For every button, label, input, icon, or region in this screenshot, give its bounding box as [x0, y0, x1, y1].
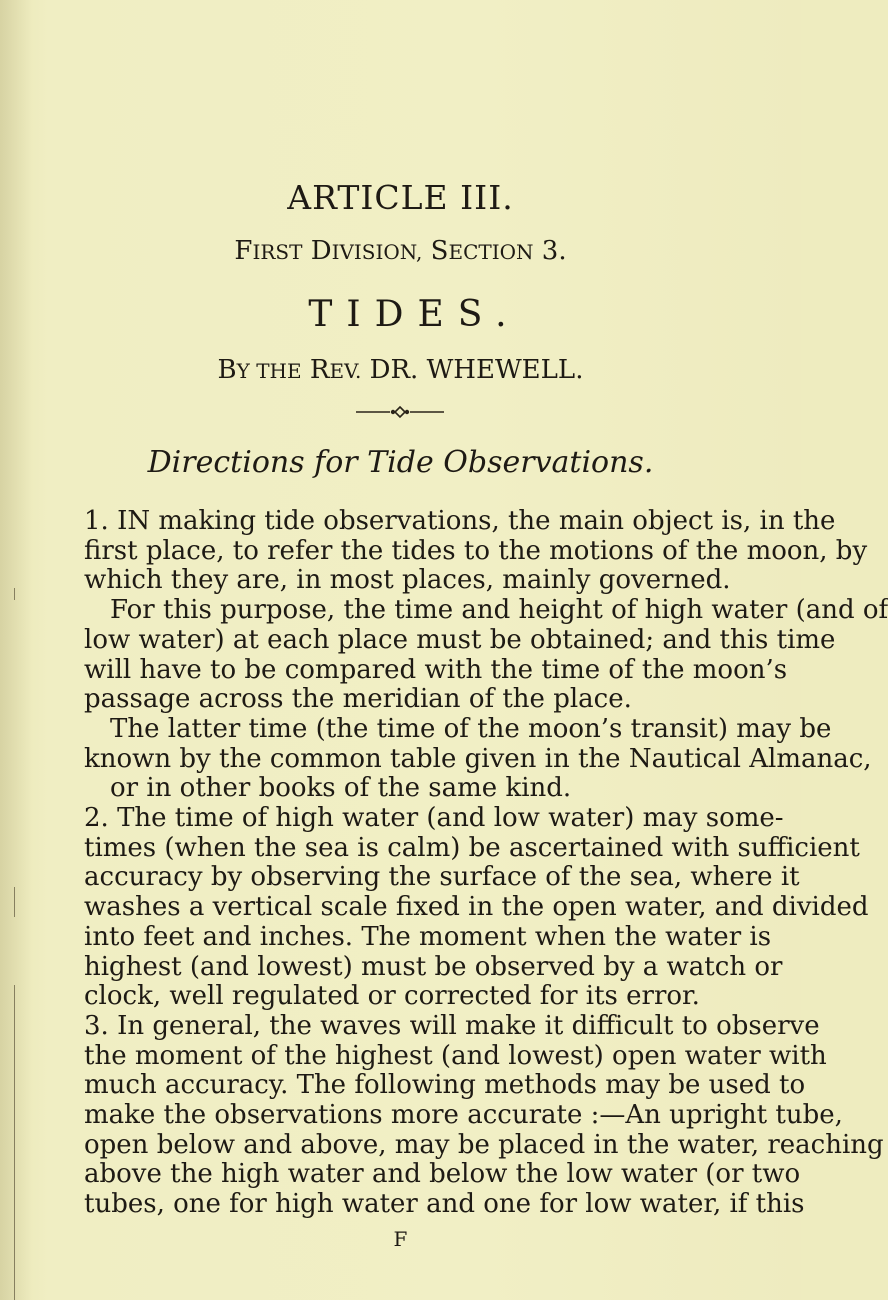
text-line: 1. IN making tide observations, the main object is, in the: [84, 506, 836, 536]
text-line: For this purpose, the time and height of high water (and of: [110, 595, 888, 626]
division-number: 3.: [541, 236, 567, 266]
text-line: washes a vertical scale fixed in the open water, and divided: [84, 892, 869, 923]
text-line: highest (and lowest) must be observed by a watch or: [84, 951, 783, 982]
text-line: The latter time (the time of the moon’s transit) may be: [110, 713, 832, 744]
article-heading: ARTICLE III.: [287, 178, 514, 217]
text-line: tubes, one for high water and one for low water, if this: [84, 1189, 805, 1220]
text-line: 2. The time of high water (and low water) may some-: [84, 803, 784, 833]
text-line: which they are, in most places, mainly governed.: [84, 565, 731, 596]
text-line: first place, to refer the tides to the motions of the moon, by: [84, 535, 868, 566]
text-line: the moment of the highest (and lowest) open water with: [84, 1040, 827, 1071]
division-word-section: SECTION: [430, 236, 534, 266]
margin-mark: [14, 588, 15, 600]
text-line: passage across the meridian of the place.: [84, 684, 632, 715]
ornament-divider-icon: [356, 405, 444, 419]
division-word-division: DIVISION,: [310, 236, 423, 266]
text-line: known by the common table given in the Nautical Almanac,: [84, 743, 872, 774]
page-title: TIDES.: [308, 294, 521, 335]
text-line: above the high water and below the low water (or two: [84, 1159, 801, 1190]
text-line: will have to be compared with the time of the moon’s: [84, 654, 788, 685]
section-subtitle: Directions for Tide Observations.: [147, 445, 654, 480]
margin-mark: [14, 887, 15, 917]
text-line: into feet and inches. The moment when the water is: [84, 921, 772, 952]
text-line: open below and above, may be placed in the water, reaching: [84, 1129, 884, 1160]
text-line: times (when the sea is calm) be ascertained with sufficient: [84, 832, 860, 863]
text-line: much accuracy. The following methods may be used to: [84, 1070, 806, 1101]
text-line: clock, well regulated or corrected for its error.: [84, 981, 700, 1012]
division-section-heading: [0, 236, 801, 266]
signature-mark: F: [393, 1227, 408, 1251]
text-line: 3. In general, the waves will make it difficult to observe: [84, 1010, 820, 1041]
author-name: DR. WHEWELL.: [369, 355, 584, 385]
margin-mark: [14, 985, 15, 1300]
text-line: or in other books of the same kind.: [110, 773, 572, 804]
text-line: low water) at each place must be obtained; and this time: [84, 624, 836, 655]
division-word-first: FIRST: [234, 236, 303, 266]
text-line: make the observations more accurate :—An upright tube,: [84, 1100, 843, 1130]
text-line: accuracy by observing the surface of the sea, where it: [84, 862, 800, 893]
author-byline: BY THE REV. DR. WHEWELL.: [217, 355, 584, 385]
